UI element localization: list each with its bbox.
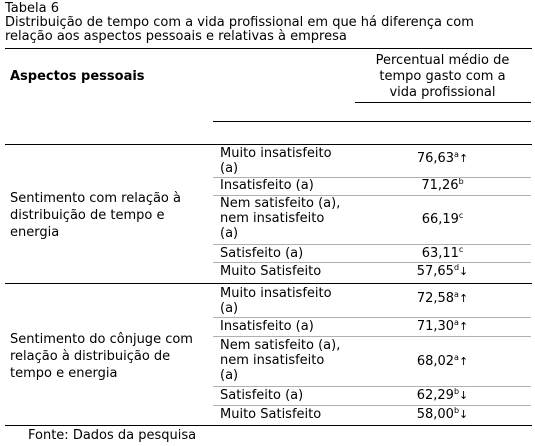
arrow-down-icon: ↓ — [459, 408, 469, 421]
row-divider — [213, 317, 531, 318]
header-percent-line1: Percentual médio de — [375, 53, 510, 68]
header-sub-rule — [213, 121, 531, 122]
table-row-value — [355, 388, 530, 403]
table-row-label — [220, 178, 360, 193]
table-row-label — [220, 264, 360, 279]
header-percent-line3: vida profissional — [389, 85, 496, 100]
row-label-line: Muito Satisfeito — [220, 407, 322, 422]
value-number: 58,00 — [416, 407, 454, 422]
row-divider — [213, 386, 531, 387]
aspect-group-1-line2: distribuição de tempo e — [10, 208, 165, 223]
top-rule — [5, 48, 532, 49]
value-number: 71,26 — [421, 178, 459, 193]
table-row-label — [220, 246, 360, 261]
table-row-label — [220, 338, 360, 383]
aspect-group-2 — [10, 331, 200, 382]
header-percent-rule — [355, 102, 531, 103]
row-divider — [213, 405, 531, 406]
significance-letter: b — [453, 387, 460, 396]
table-row-value — [355, 151, 530, 166]
significance-letter: a — [454, 318, 459, 327]
arrow-up-icon: ↑ — [458, 292, 469, 305]
arrow-down-icon: ↓ — [459, 265, 469, 278]
table-row-value — [355, 291, 530, 306]
aspect-group-2-line3: tempo e energia — [10, 366, 118, 381]
table-row-value — [355, 407, 530, 422]
table-row-label — [220, 407, 360, 422]
table-title-line1: Distribuição de tempo com a vida profissional em que há diferença com — [5, 15, 474, 30]
aspect-group-2-line2: relação à distribuição de — [10, 349, 171, 364]
value-number: 76,63 — [416, 151, 455, 166]
value-number: 63,11 — [421, 246, 459, 261]
row-label-line: Muito insatisfeito — [220, 286, 332, 301]
bottom-rule — [5, 425, 532, 426]
row-label-line: Satisfeito (a) — [220, 388, 304, 403]
significance-letter: a — [454, 353, 459, 362]
table-row-value — [355, 178, 530, 193]
arrow-up-icon: ↑ — [458, 320, 469, 333]
row-label-line: Insatisfeito (a) — [220, 319, 314, 334]
row-label-line: Insatisfeito (a) — [220, 178, 314, 193]
significance-letter: b — [453, 406, 460, 415]
row-label-line: Nem satisfeito (a), — [220, 196, 341, 211]
row-label-line: (a) — [220, 301, 239, 316]
table-source: Fonte: Dados da pesquisa — [28, 428, 197, 443]
row-label-line: (a) — [220, 226, 239, 241]
row-divider — [213, 262, 531, 263]
arrow-down-icon: ↓ — [459, 389, 469, 402]
table-row-value — [355, 212, 530, 227]
table-row-label — [220, 286, 360, 316]
value-number: 71,30 — [416, 319, 455, 334]
table-row-value — [355, 354, 530, 369]
row-label-line: Muito Satisfeito — [220, 264, 322, 279]
significance-letter: d — [453, 263, 460, 272]
value-number: 57,65 — [416, 264, 454, 279]
significance-letter: c — [458, 245, 464, 254]
row-label-line: (a) — [220, 368, 239, 383]
row-label-line: (a) — [220, 161, 239, 176]
row-label-line: Nem satisfeito (a), — [220, 338, 341, 353]
header-percent-line2: tempo gasto com a — [379, 69, 506, 84]
header-percent — [355, 53, 530, 101]
aspect-group-1 — [10, 190, 200, 241]
table-row-value — [355, 246, 530, 261]
significance-letter: c — [458, 211, 464, 220]
value-number: 72,58 — [416, 291, 455, 306]
arrow-up-icon: ↑ — [458, 355, 469, 368]
table-row-value — [355, 264, 530, 279]
value-number: 62,29 — [416, 388, 454, 403]
value-number: 66,19 — [421, 212, 459, 227]
table-title-line2: relação aos aspectos pessoais e relativas à empresa — [5, 29, 347, 44]
row-label-line: Satisfeito (a) — [220, 246, 304, 261]
header-bottom-rule — [5, 144, 532, 145]
header-aspects: Aspectos pessoais — [10, 69, 145, 84]
significance-letter: b — [458, 177, 464, 186]
row-label-line: Muito insatisfeito — [220, 146, 332, 161]
table-number: Tabela 6 — [5, 1, 59, 16]
row-label-line: nem insatisfeito — [220, 211, 325, 226]
aspect-group-1-line1: Sentimento com relação à — [10, 191, 181, 206]
value-number: 68,02 — [416, 354, 455, 369]
group-separator-rule — [5, 283, 532, 284]
table-row-label — [220, 196, 360, 241]
aspect-group-2-line1: Sentimento do cônjuge com — [10, 332, 193, 347]
table-row-label — [220, 146, 360, 176]
table-row-label — [220, 319, 360, 334]
arrow-up-icon: ↑ — [458, 152, 469, 165]
table-row-value — [355, 319, 530, 334]
row-label-line: nem insatisfeito — [220, 353, 325, 368]
significance-letter: a — [454, 290, 459, 299]
row-divider — [213, 336, 531, 337]
significance-letter: a — [454, 150, 459, 159]
row-divider — [213, 244, 531, 245]
table-row-label — [220, 388, 360, 403]
aspect-group-1-line3: energia — [10, 225, 60, 240]
